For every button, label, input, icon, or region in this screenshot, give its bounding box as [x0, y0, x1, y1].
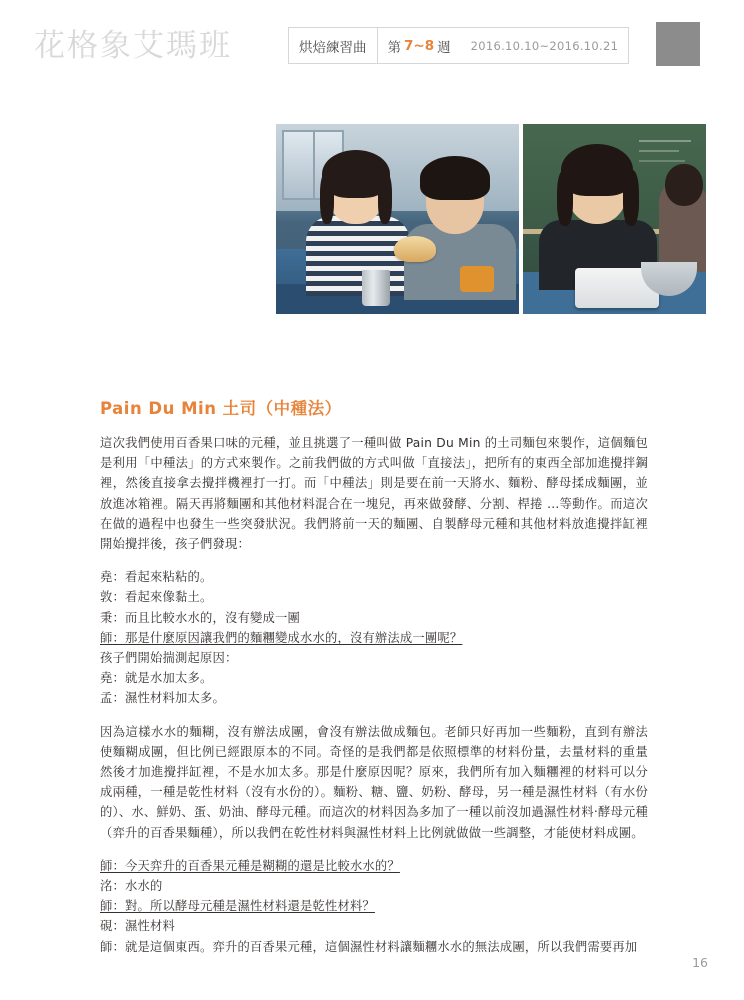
article-paragraph-1: 這次我們使用百香果口味的元種，並且挑選了一種叫做 Pain Du Min 的土司麵包來製作，這個麵包是利用「中種法」的方式來製作。之前我們做的方式叫做「直接法」，把所有的東西全部加進攪拌鋼裡，然後直接拿去攪拌機裡打一打。而「中種法」則是要在前一天將水、麵粉、酵母揉成麵團，並放進冰箱裡。隔天再將麵團和其他材料混合在一塊兒，再來做發酵、分割、桿捲 ...等動作。而這次在做的過程中也發生一些突發狀況。我們將前一天的麵團、自製酵母元種和其他材料放進攪拌缸裡開始攪拌後，孩子們發現： — [100, 436, 648, 552]
header-info-bar — [288, 27, 629, 64]
photo-strip — [276, 124, 706, 314]
spacer — [100, 709, 648, 722]
orange-object — [460, 266, 494, 292]
teacher-question-line: 師：那是什麼原因讓我們的麵糰變成水水的，沒有辦法成一團呢？ — [100, 630, 463, 645]
background-child-head — [665, 164, 703, 206]
week-number: 7~8 — [404, 37, 435, 54]
photo-child-with-tray — [523, 124, 706, 314]
dialogue-line: 師：就是這個東西。弈升的百香果元種，這個濕性材料讓麵糰水水的無法成團，所以我們需要再加 — [100, 939, 638, 954]
child-one-hair-right — [378, 172, 392, 224]
dialogue-line: 堯：就是水加太多。 — [100, 671, 213, 686]
article-title: Pain Du Min 土司（中種法） — [100, 399, 342, 418]
chalk-line — [639, 160, 685, 162]
header-accent-square — [656, 22, 700, 66]
class-title: 花格象艾瑪班 — [34, 28, 232, 64]
article-body — [100, 395, 648, 957]
dialogue-line: 堯：看起來粘粘的。 — [100, 570, 213, 585]
week-suffix: 週 — [437, 39, 451, 56]
dialogue-line: 孟：濕性材料加太多。 — [100, 691, 225, 706]
child-hair-left — [557, 170, 573, 226]
dialogue-line: 師：今天弈升的百香果元種是糊糊的還是比較水水的？ — [100, 858, 400, 873]
dialogue-line: 硯：濕性材料 — [100, 919, 175, 934]
dialogue-line: 秉：而且比較水水的，沒有變成一團 — [100, 610, 300, 625]
child-one-body — [306, 216, 410, 296]
week-prefix: 第 — [387, 39, 401, 56]
dialogue-line: 敦：看起來像黏土。 — [100, 590, 213, 605]
subject-label: 烘焙練習曲 — [299, 39, 367, 56]
chalk-line — [639, 140, 691, 142]
child-hair-right — [623, 170, 639, 226]
child-one-hair-left — [320, 172, 334, 224]
child-two-hair — [420, 156, 490, 200]
lead-in-line: 孩子們開始揣測起原因： — [100, 651, 238, 666]
dialogue-line: 洺：水水的 — [100, 879, 163, 894]
photo-children-sharing-bread — [276, 124, 519, 314]
page-number: 16 — [692, 955, 708, 970]
page-header — [0, 0, 744, 78]
chalk-line — [639, 150, 679, 152]
date-range-label: 2016.10.10~2016.10.21 — [470, 38, 619, 53]
bread-roll — [394, 236, 436, 262]
dialogue-line: 師：對。所以酵母元種是濕性材料還是乾性材料？ — [100, 899, 375, 914]
metal-cup — [362, 270, 390, 306]
week-label — [378, 28, 461, 63]
article-paragraph-2: 因為這樣水水的麵糊，沒有辦法成團，會沒有辦法做成麵包。老師只好再加一些麵粉，直到有辦法使麵糊成團，但比例已經跟原本的不同。奇怪的是我們都是依照標準的材料份量，去量材料的重量然後才加進攪拌缸裡，不是水加太多。那是什麼原因呢？原來，我們所有加入麵糰裡的材料可以分成兩種，一種是乾性材料（沒有水份的）。麵粉、糖、鹽、奶粉、酵母，另一種是濕性材料（有水份的）、水、鮮奶、蛋、奶油、酵母元種。而這次的材料因為多加了一種以前沒加過濕性材料‧酵母元種（弈升的百香果麵種），所以我們在乾性材料與濕性材料上比例就做做一些調整，才能使材料成團。 — [100, 724, 648, 840]
